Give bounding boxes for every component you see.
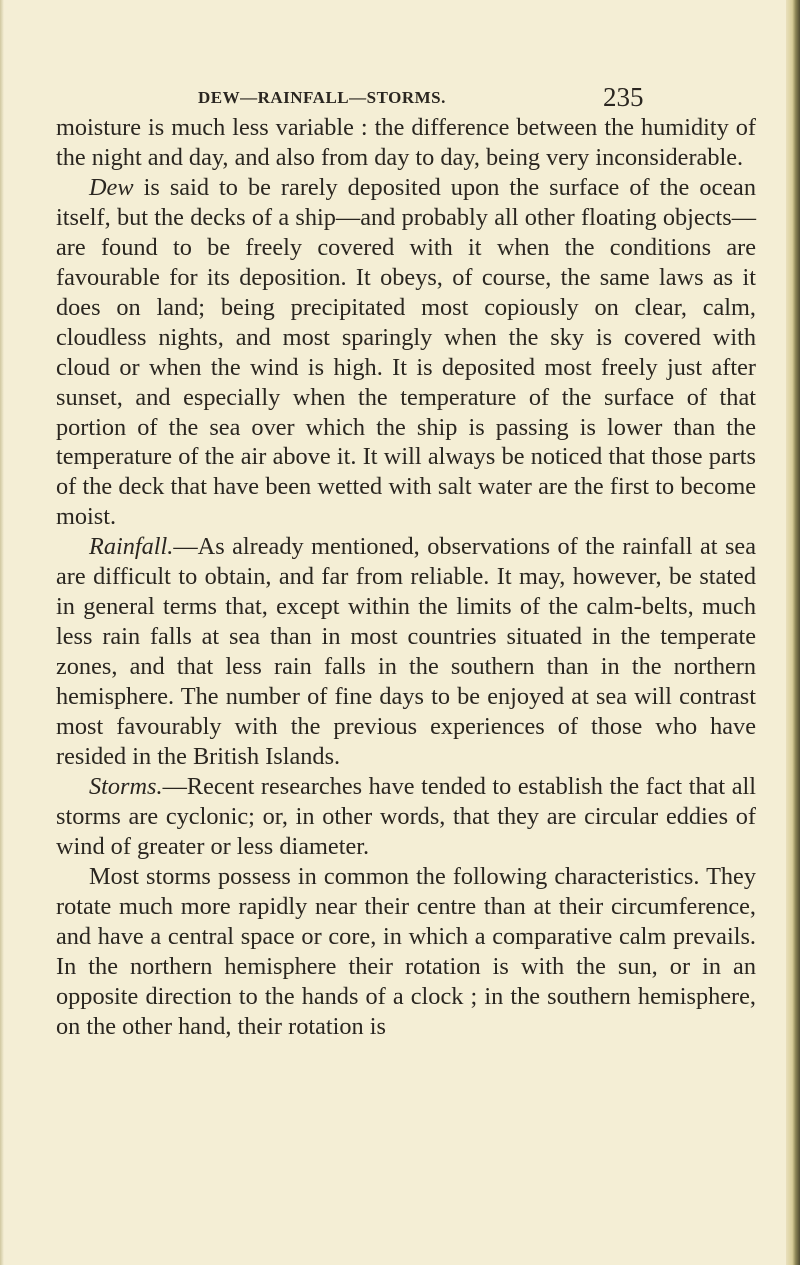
page-body bbox=[56, 113, 756, 1042]
page-edge-shadow bbox=[786, 0, 800, 1265]
page-gutter-shadow bbox=[0, 0, 4, 1265]
paragraph-storm-characteristics bbox=[56, 862, 756, 1042]
paragraph-dew bbox=[56, 173, 756, 532]
page-number: 235 bbox=[603, 82, 644, 112]
paragraph-text: is said to be rarely deposited upon the surface of the ocean itself, but the decks of a ship—and probably all other floating objects—are found to be freely covered with it when the conditions are favourable for its deposition. It obeys, of course, the same laws as it does on land; being precipitated most copiously on clear, calm, cloudless nights, and most sparingly when the sky is covered with cloud or when the wind is high. It is deposited most freely just after sunset, and especially when the temperature of the surface of that portion of the sea over which the ship is passing is lower than the temperature of the air above it. It will always be noticed that those parts of the deck that have been wetted with salt water are the first to become moist. bbox=[56, 173, 756, 531]
paragraph-text: moisture is much less variable : the difference between the humidity of the night and day, and also from day to day, being very inconsiderable. bbox=[56, 114, 756, 171]
paragraph-text: Most storms possess in common the following characteristics. They rotate much more rapidly near their centre than at their circumference, and have a central space or core, in which a comparative calm prevails. In the northern hemisphere their rotation is with the sun, or in an opposite direction to the hands of a clock ; in the southern hemisphere, on the other hand, their rotation is bbox=[56, 862, 756, 1040]
running-head-title: DEW—RAINFALL—STORMS. bbox=[198, 88, 446, 107]
section-lead-dew: Dew bbox=[89, 173, 134, 201]
section-lead-storms: Storms. bbox=[89, 772, 163, 800]
paragraph-text: —As already mentioned, observations of the rainfall at sea are difficult to obtain, and far from reliable. It may, however, be stated in general terms that, except within the limits of the calm-belts, much less rain falls at sea than in most countries situated in the temperate zones, and that less rain falls in the southern than in the northern hemisphere. The number of fine days to be enjoyed at sea will contrast most favourably with the previous experiences of those who have resided in the British Islands. bbox=[56, 533, 756, 771]
paragraph-continuation bbox=[56, 113, 756, 173]
paragraph-storms bbox=[56, 772, 756, 862]
section-lead-rainfall: Rainfall. bbox=[89, 533, 174, 561]
paragraph-text: —Recent researches have tended to establish the fact that all storms are cyclonic; or, in other words, that they are circular eddies of wind of greater or less diameter. bbox=[56, 772, 756, 860]
paragraph-rainfall bbox=[56, 532, 756, 772]
